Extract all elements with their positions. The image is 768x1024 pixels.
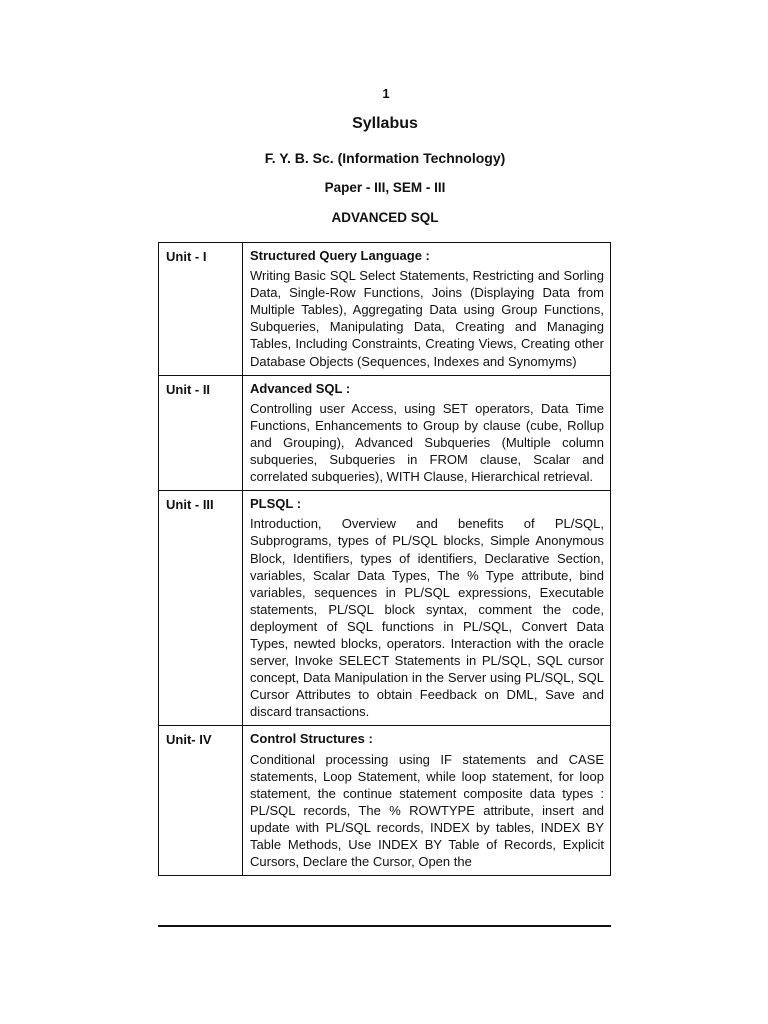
unit-description: Introduction, Overview and benefits of PL/SQL, Subprograms, types of PL/SQL blocks, Simple Anonymous Block, Identifiers, types of identifiers, Declarative Section, variables, Scalar Data Types, The % Type attribute, bind variables, sequences in PL/SQL expressions, Executable statements, PL/SQL block syntax, comment the code, deployment of SQL functions in PL/SQL, Convert Data Types, newted blocks, operators. Interaction with the oracle server, Invoke SELECT Statements in PL/SQL, SQL cursor concept, Data Manipulation in the Server using PL/SQL, SQL Cursor Attributes to obtain Feedback on DML, Save and discard transactions.: [250, 516, 604, 720]
unit-content: [243, 375, 611, 491]
unit-description: Conditional processing using IF statements and CASE statements, Loop Statement, while loop statement, for loop statement, the continue statement composite data types : PL/SQL records, The % ROWTYPE attribute, insert and update with PL/SQL records, INDEX by tables, INDEX BY Table Methods, Use INDEX BY Table of Records, Explicit Cursors, Declare the Cursor, Open the: [250, 751, 604, 870]
unit-heading: Structured Query Language :: [250, 248, 430, 263]
unit-content: [243, 243, 611, 376]
unit-heading: PLSQL :: [250, 496, 302, 512]
unit-heading: Advanced SQL :: [250, 380, 351, 396]
unit-label: Unit- IV: [159, 726, 243, 876]
program-name: F. Y. B. Sc. (Information Technology): [264, 150, 506, 166]
table-row: [159, 375, 611, 491]
unit-label: Unit - I: [159, 243, 243, 376]
table-bottom-border: [158, 925, 611, 927]
unit-content: [243, 491, 611, 726]
page-number: 1: [382, 86, 390, 101]
unit-description: Controlling user Access, using SET operators, Data Time Functions, Enhancements to Group by clause (cube, Rollup and Grouping), Advanced Subqueries (Multiple column subqueries, Subqueries in FROM clause, Scalar and correlated subqueries), WITH Clause, Hierarchical retrieval.: [250, 400, 604, 485]
unit-content: [243, 726, 611, 876]
syllabus-table: [158, 242, 611, 876]
unit-heading: Control Structures :: [250, 731, 373, 747]
table-row: [159, 726, 611, 876]
paper-semester: Paper - III, SEM - III: [324, 180, 446, 195]
table-row: [159, 243, 611, 376]
document-title: Syllabus: [352, 115, 418, 132]
unit-label: Unit - III: [159, 491, 243, 726]
table-row: [159, 491, 611, 726]
unit-description: Writing Basic SQL Select Statements, Restricting and Sorling Data, Single-Row Functions, Joins (Displaying Data from Multiple Tables), Aggregating Data using Group Functions, Subqueries, Manipulating Data, Creating and Managing Tables, Including Constraints, Creating Views, Creating other Database Objects (Sequences, Indexes and Synomyms): [250, 268, 604, 369]
course-title: ADVANCED SQL: [331, 210, 439, 225]
unit-label: Unit - II: [159, 375, 243, 491]
